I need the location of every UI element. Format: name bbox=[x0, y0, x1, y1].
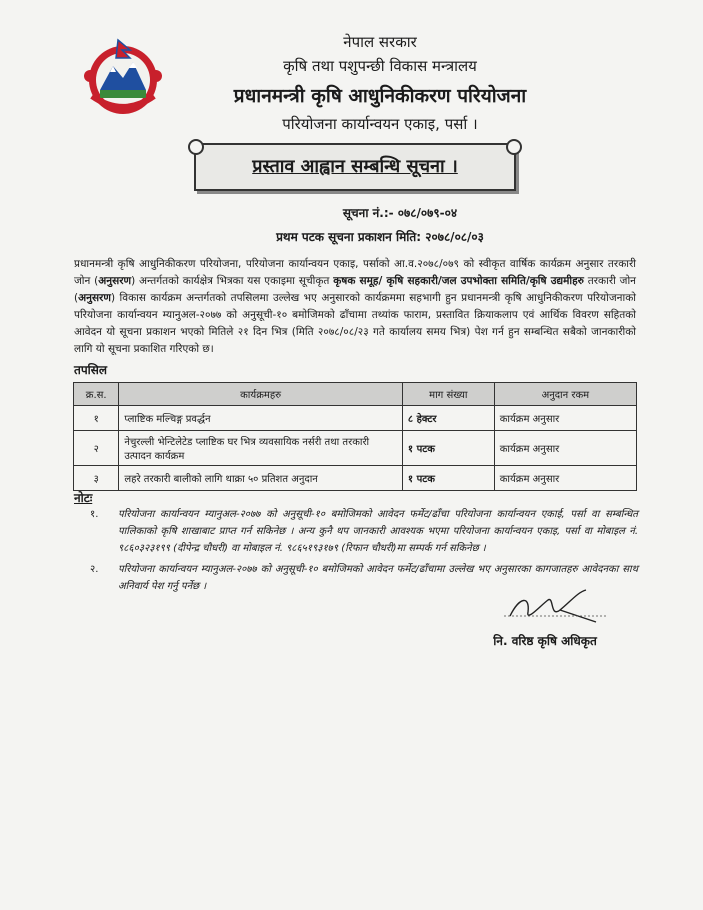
note-text: परियोजना कार्यान्वयन म्यानुअल-२०७७ को अनुसूची-१० बमोजिमको आवेदन फर्मेट/ढाँचामा उल्लेख भए अनुसारका कागजातहरु आवेदनका साथ अनिवार्य पेश गर्नु पर्नेछ । bbox=[118, 564, 638, 592]
row-quantity: १ पटक bbox=[402, 431, 494, 466]
body-text-4: ) विकास कार्यक्रम अन्तर्गतको तपसिलमा उल्लेख भए अनुसारको कार्यक्रममा सहभागी हुन प्रधानमन्त्री कृषि आधुनिकीकरण परियोजनाको परियोजना कार्यान्वयन म्यानुअल-२०७७ को अनुसूची-१० बमोजिमको ढाँचामा तथ्यांक फाराम, प्रस्तावित क्रियाकलाप एवं आर्थिक विवरण सहितको आवेदन यो सूचना प्रकाशन भएको मितिले २१ दिन भित्र (मिति २०७८/०८/२३ गते कार्यालय समय भित्र) पेश गर्न हुन सम्बन्धित सबैको जानकारीको लागि यो सूचना प्रकाशित गरिएको छ। bbox=[74, 292, 636, 355]
row-quantity: १ पटक bbox=[402, 466, 494, 491]
body-text-2: ) अन्तर्गतको कार्यक्षेत्र भित्रका यस एकाइमा सूचीकृत bbox=[131, 275, 334, 287]
notes-label: नोटः bbox=[74, 491, 93, 505]
header-ministry: कृषि तथा पशुपन्छी विकास मन्त्रालय bbox=[283, 57, 477, 75]
notice-body bbox=[74, 256, 636, 358]
header-grant: अनुदान रकम bbox=[494, 383, 636, 406]
notice-number: सूचना नं.:- ०७८/०७९-०४ bbox=[342, 206, 458, 220]
header-sn: क्र.स. bbox=[74, 383, 119, 406]
header-project: प्रधानमन्त्री कृषि आधुनिकीकरण परियोजना bbox=[233, 85, 527, 107]
row-program: नेचुरल्ली भेन्टिलेटेड प्लाष्टिक घर भित्र व्यवसायिक नर्सरी तथा तरकारी उत्पादन कार्यक्रम bbox=[119, 431, 403, 466]
header-unit: परियोजना कार्यान्वयन एकाइ, पर्सा । bbox=[282, 115, 478, 133]
body-text-3: तरकारी जोन ( bbox=[74, 275, 636, 304]
row-quantity: ८ हेक्टर bbox=[402, 406, 494, 431]
table-header-row bbox=[74, 383, 637, 406]
row-grant: कार्यक्रम अनुसार bbox=[494, 406, 636, 431]
row-grant: कार्यक्रम अनुसार bbox=[494, 466, 636, 491]
header-program: कार्यक्रमहरु bbox=[119, 383, 403, 406]
header-quantity: माग संख्या bbox=[402, 383, 494, 406]
handwritten-signature-icon bbox=[500, 586, 610, 626]
schedule-table bbox=[73, 382, 637, 491]
note-number: १. bbox=[90, 509, 99, 520]
row-sn: १ bbox=[74, 406, 119, 431]
row-sn: ३ bbox=[74, 466, 119, 491]
body-text-1: प्रधानमन्त्री कृषि आधुनिकीकरण परियोजना, परियोजना कार्यान्वयन एकाइ, पर्साको आ.व.२०७८/०७९ को स्वीकृत वार्षिक कार्यक्रम अनुसार तरकारी जोन ( bbox=[74, 258, 636, 287]
publish-date: प्रथम पटक सूचना प्रकाशन मिति: २०७८/०८/०३ bbox=[276, 230, 484, 244]
header-government: नेपाल सरकार bbox=[343, 33, 417, 51]
body-bold-2: कृषक समूह/ कृषि सहकारी/जल उपभोक्ता समिति/कृषि उद्यमीहरु bbox=[333, 275, 584, 287]
row-program: प्लाष्टिक मल्चिङ्ग प्रवर्द्धन bbox=[119, 406, 403, 431]
note-item bbox=[90, 506, 638, 557]
table-row bbox=[74, 431, 637, 466]
body-bold-3: अनुसरण bbox=[78, 292, 111, 304]
row-sn: २ bbox=[74, 431, 119, 466]
note-text: परियोजना कार्यान्वयन म्यानुअल-२०७७ को अनुसूची-१० बमोजिमको आवेदन फर्मेट/ढाँचा परियोजना कार्यान्वयन एकाई, पर्सा वा सम्बन्धित पालिकाको कृषि शाखाबाट प्राप्त गर्न सकिनेछ । अन्य कुनै थप जानकारी आवश्यक भएमा परियोजना कार्यान्वयन एकाइ, पर्सा वा मोबाइल नं. ९८६०३२३१९९ (दीपेन्द्र चौधरी) वा मोबाइल नं. ९८६५१९३१७९ (रिफान चौधरी)मा सम्पर्क गर्न सकिनेछ । bbox=[118, 509, 638, 554]
table-row bbox=[74, 406, 637, 431]
body-bold-1: अनुसरण bbox=[98, 275, 132, 287]
row-program: लहरे तरकारी बालीको लागि थाक्रा ५० प्रतिशत अनुदान bbox=[119, 466, 403, 491]
table-row bbox=[74, 466, 637, 491]
notice-title: प्रस्ताव आह्वान सम्बन्धि सूचना । bbox=[252, 156, 458, 177]
signatory-title: नि. वरिष्ठ कृषि अधिकृत bbox=[493, 634, 597, 648]
note-number: २. bbox=[90, 564, 99, 575]
row-grant: कार्यक्रम अनुसार bbox=[494, 431, 636, 466]
notice-title-scroll bbox=[194, 143, 516, 191]
schedule-label: तपसिल bbox=[74, 363, 108, 377]
nepal-government-emblem-icon bbox=[78, 38, 168, 118]
